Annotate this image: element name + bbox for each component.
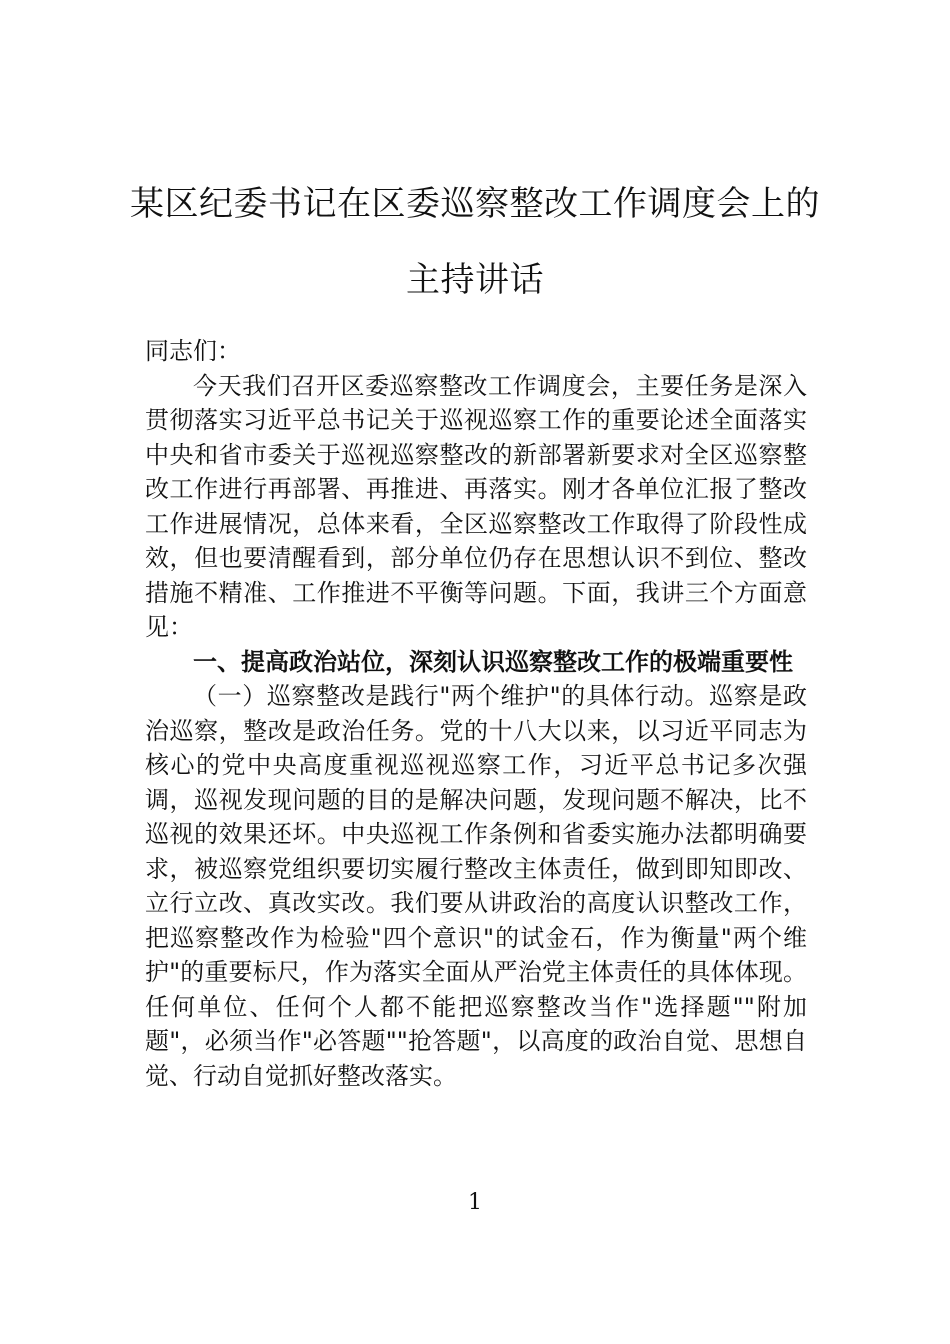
paragraph-intro: 今天我们召开区委巡察整改工作调度会，主要任务是深入贯彻落实习近平总书记关于巡视巡察工作的重要论述全面落实中央和省市委关于巡视巡察整改的新部署新要求对全区巡察整改工作进行再部署、再推进、再落实。刚才各单位汇报了整改工作进展情况，总体来看，全区巡察整改工作取得了阶段性成效，但也要清醒看到，部分单位仍存在思想认识不到位、整改措施不精准、工作推进不平衡等问题。下面，我讲三个方面意见： <box>145 371 807 641</box>
document-body <box>145 334 807 1093</box>
paragraph-section-1: （一）巡察整改是践行"两个维护"的具体行动。巡察是政治巡察，整改是政治任务。党的十八大以来，以习近平同志为核心的党中央高度重视巡视巡察工作，习近平总书记多次强调，巡视发现问题的目的是解决问题，发现问题不解决，比不巡视的效果还坏。中央巡视工作条例和省委实施办法都明确要求，被巡察党组织要切实履行整改主体责任，做到即知即改、立行立改、真改实改。我们要从讲政治的高度认识整改工作，把巡察整改作为检验"四个意识"的试金石，作为衡量"两个维护"的重要标尺，作为落实全面从严治党主体责任的具体体现。任何单位、任何个人都不能把巡察整改当作"选择题""附加题"，必须当作"必答题""抢答题"，以高度的政治自觉、思想自觉、行动自觉抓好整改落实。 <box>145 682 807 1090</box>
section-heading: 一、提高政治站位，深刻认识巡察整改工作的极端重要性 <box>193 647 793 676</box>
page-number: 1 <box>468 1190 482 1215</box>
document-title: 某区纪委书记在区委巡察整改工作调度会上的主持讲话 <box>130 184 820 300</box>
salutation: 同志们： <box>145 337 241 365</box>
